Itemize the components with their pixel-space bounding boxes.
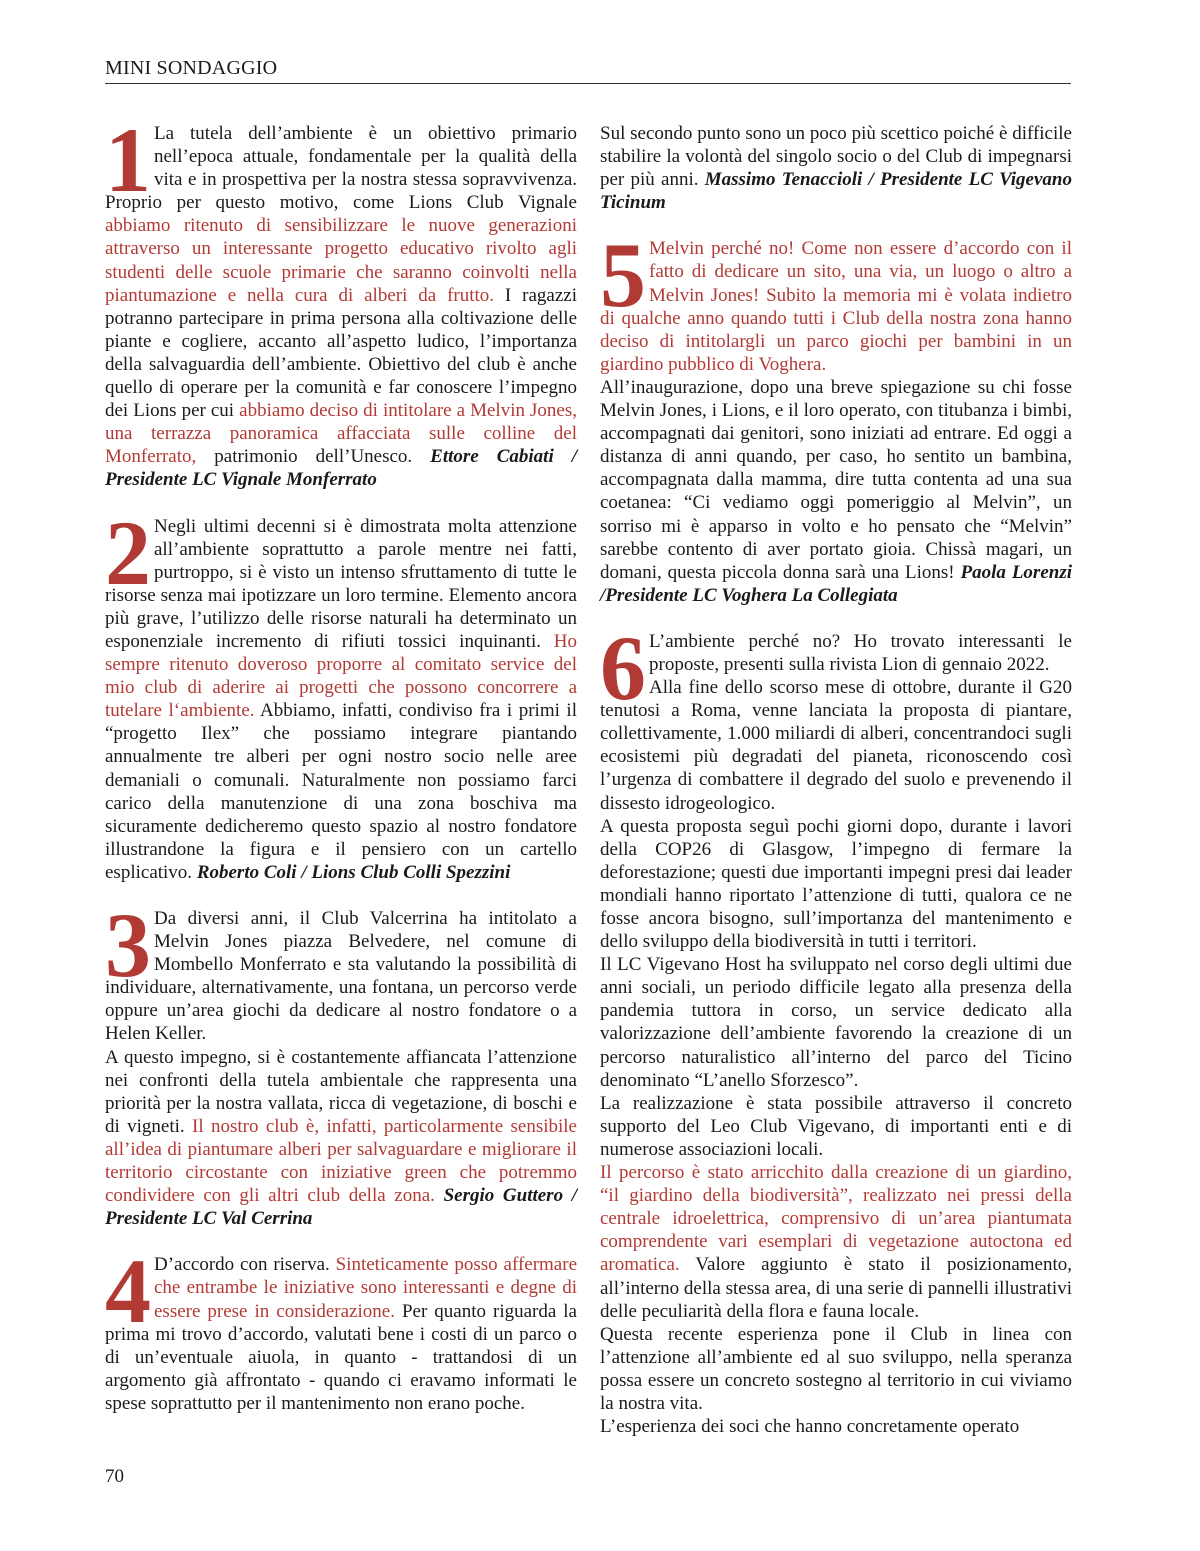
author-signature: Sergio Guttero / Presidente LC Val Cerrina — [105, 1185, 578, 1230]
entry-number: 6 — [600, 616, 646, 719]
entry-paragraph — [600, 676, 1072, 815]
entry-paragraph — [105, 501, 577, 885]
body-text: Sul secondo punto sono un poco più scettico poiché è difficile stabilire la volontà del singolo socio o del Club di impegnarsi per più anni. — [600, 123, 1072, 191]
right-column — [600, 122, 1072, 1461]
author-signature: Ettore Cabiati / Presidente LC Vignale Monferrato — [105, 446, 577, 491]
survey-entry-4-continued — [600, 122, 1072, 214]
body-text: All’inaugurazione, dopo una breve spiegazione su chi fosse Melvin Jones, i Lions, e il loro operato, con titubanza i bimbi, accompagnati dai genitori, sono iniziati ad entrare. Ed oggi a distanza di anni quando, per caso, ho sentito un bambina, accompagnata dalla mamma, dire tutta contenta ad una sua coetanea: “Ci vediamo oggi pomeriggio al Melvin”, un sorriso mi è apparso in volto e ho pensato che “Melvin” sarebbe contento di aver portato gioia. Chissà magari, un domani, questa piccola donna sarà una Lions! — [600, 376, 1072, 583]
body-text: L’esperienza dei soci che hanno concretamente operato — [600, 1416, 1020, 1438]
highlighted-text: Melvin perché no! Come non essere d’accordo con il fatto di dedicare un sito, una via, un luogo o altro a Melvin Jones! Subito la memoria mi è volata indietro di qualche anno quando tutti i Club della nostra zona hanno deciso di intitolargli un parco giochi per bambini in un giardino pubblico di Voghera. — [600, 238, 1072, 375]
section-title: MINI SONDAGGIO — [105, 57, 278, 79]
entry-paragraph — [600, 616, 1072, 719]
entry-number: 2 — [105, 501, 151, 604]
entry-paragraph — [600, 815, 1072, 954]
body-text: I ragazzi potranno partecipare in prima persona alla coltivazione delle piante e cogliere, accanto all’aspetto ludico, l’importanza della salvaguardia dell’ambiente. Obiettivo del club è anche quello di operare per la comunità e far conoscere l’impegno dei Lions per cui — [105, 284, 577, 422]
entry-paragraph — [600, 953, 1072, 1092]
body-text: Abbiamo, infatti, condiviso fra i primi il “progetto Ilex” che possiamo integrare piantando annualmente tre alberi per ogni nostro socio nelle aree demaniali o comunali. Naturalmente non possiamo farci carico della manutenzione di una zona boschiva ma sicuramente dedicheremo questo spazio al nostro fondatore illustrandone la figura e il pensiero con un cartello esplicativo. — [105, 700, 577, 883]
entry-paragraph — [105, 1240, 578, 1415]
highlighted-text: Ho sempre ritenuto doveroso proporre al comitato service del mio club di aderire ai progetti che possono concorrere a tutelare l‘ambiente. — [105, 630, 577, 722]
body-text: Negli ultimi decenni si è dimostrata molta attenzione all’ambiente soprattutto a parole mentre nei fatti, purtroppo, si è visto un intenso sfruttamento di tutte le risorse senza mai ipotizzare un loro termine. Elemento ancora più grave, l’utilizzo delle risorse naturali ha determinato un esponenziale incremento di rifiuti tossici inquinanti. — [105, 515, 577, 652]
entry-number: 1 — [105, 109, 151, 211]
survey-entry-4 — [105, 1240, 578, 1415]
entry-paragraph — [600, 1161, 1072, 1323]
survey-entry-6 — [600, 616, 1072, 1438]
highlighted-text: Il percorso è stato arricchito dalla creazione di un giardino, “il giardino della biodiversità”, realizzato nei pressi della centrale idroelettrica, comprensivo di un’area piantumata comprendente vari esemplari di vegetazione autoctona ed aromatica. — [600, 1162, 1072, 1276]
body-text: Valore aggiunto è stato il posizionamento, all’interno della stessa area, di una serie di pannelli illustrativi delle peculiarità della flora e fauna locale. — [600, 1254, 1072, 1322]
body-text: L’ambiente perché no? Ho trovato interessanti le proposte, presenti sulla rivista Lion di gennaio 2022. — [649, 630, 1072, 675]
body-text: Il LC Vigevano Host ha sviluppato nel corso degli ultimi due anni sociali, un periodo difficile legato alla presenza della pandemia tuttora in corso, un service dedicato alla valorizzazione dell’ambiente favorendo la creazione di un percorso naturalistico all’interno del parco del Ticino denominato “L’anello Sforzesco”. — [600, 954, 1072, 1091]
author-signature: Massimo Tenaccioli / Presidente LC Vigevano Ticinum — [600, 169, 1072, 214]
entry-paragraph — [105, 894, 577, 1046]
author-signature: Paola Lorenzi /Presidente LC Voghera La Collegiata — [600, 561, 1072, 606]
body-text: Questa recente esperienza pone il Club in linea con l’attenzione all’ambiente ed al suo sviluppo, nella speranza possa essere un concreto sostegno al territorio in cui viviamo la nostra vita. — [600, 1323, 1072, 1414]
body-text: Alla fine dello scorso mese di ottobre, durante il G20 tenutosi a Roma, venne lanciata la proposta di piantare, collettivamente, 1.000 miliardi di alberi, concentrandoci sugli ecosistemi più degradati del pianeta, riconoscendo così l’urgenza di combattere il degrado del suolo e prevenendo il dissesto idrogeologico. — [600, 677, 1072, 814]
body-text: A questo impegno, si è costantemente affiancata l’attenzione nei confronti della tutela ambientale che rappresenta una priorità per la nostra vallata, ricca di vegetazione, di boschi e di vigneti. — [105, 1046, 577, 1137]
survey-entry-5 — [600, 224, 1072, 607]
body-text — [435, 1185, 444, 1206]
body-text: D’accordo con riserva. — [154, 1254, 336, 1276]
highlighted-text: Il nostro club è, infatti, particolarmente sensibile all’idea di piantumare alberi per salvaguardare e migliorare il territorio circostante con iniziative green che potremmo condividere con gli altri club della zona. — [105, 1115, 577, 1207]
entry-paragraph — [600, 1415, 1072, 1438]
body-text: patrimonio dell’Unesco. — [196, 446, 431, 468]
page-number: 70 — [105, 1466, 124, 1487]
survey-entry-3 — [105, 894, 578, 1230]
entry-paragraph — [600, 1323, 1072, 1415]
entry-number: 4 — [105, 1240, 151, 1343]
entry-number: 3 — [105, 894, 151, 996]
entry-paragraph — [600, 376, 1072, 607]
entry-paragraph — [105, 109, 578, 492]
entry-paragraph — [600, 1092, 1072, 1161]
entry-paragraph — [600, 224, 1072, 376]
entry-paragraph — [105, 1046, 577, 1231]
survey-entry-1 — [105, 109, 578, 492]
entry-paragraph — [600, 122, 1072, 214]
body-text: La realizzazione è stata possibile attraverso il concreto supporto del Leo Club Vigevano, di importanti enti e di numerose associazioni locali. — [600, 1092, 1072, 1160]
author-signature: Roberto Coli / Lions Club Colli Spezzini — [196, 861, 511, 883]
left-column — [105, 109, 578, 1438]
body-text: Per quanto riguarda la prima mi trovo d’accordo, valutati bene i costi di un parco o di un’eventuale aiuola, in quanto - trattandosi di un argomento già affrontato - quando ci eravamo informati le spese soprattutto per il mantenimento non erano poche. — [105, 1300, 577, 1414]
page-header — [105, 57, 1071, 84]
highlighted-text: abbiamo ritenuto di sensibilizzare le nuove generazioni attraverso un interessante progetto educativo rivolto agli studenti delle scuole primarie che saranno coinvolti nella piantumazione e nella cura di alberi da frutto. — [105, 215, 577, 306]
entry-number: 5 — [600, 224, 646, 327]
body-text: Da diversi anni, il Club Valcerrina ha intitolato a Melvin Jones piazza Belvedere, nel comune di Mombello Monferrato e sta valutando la possibilità di individuare, alternativamente, una fontana, un percorso verde oppure un’area giochi da dedicare al nostro fondatore o a Helen Keller. — [105, 908, 577, 1045]
highlighted-text: Sinteticamente posso affermare che entrambe le iniziative sono interessanti e degne di essere prese in considerazione. — [154, 1254, 578, 1322]
body-text: La tutela dell’ambiente è un obiettivo primario nell’epoca attuale, fondamentale per la qualità della vita e in prospettiva per la nostra stessa sopravvivenza. Proprio per questo motivo, come Lions Club Vignale — [105, 123, 577, 214]
body-text: A questa proposta seguì pochi giorni dopo, durante i lavori della COP26 di Glasgow, l’impegno di fermare la deforestazione; questi due importanti impegni presi dai leader mondiali hanno riportato l’attenzione di tutti, qualora ce ne fosse ancora bisogno, sull’importanza del mantenimento e dello sviluppo della biodiversità in tutti i territori. — [600, 815, 1072, 953]
highlighted-text: abbiamo deciso di intitolare a Melvin Jones, una terrazza panoramica affacciata sulle colline del Monferrato, — [105, 400, 578, 468]
survey-entry-2 — [105, 501, 577, 885]
